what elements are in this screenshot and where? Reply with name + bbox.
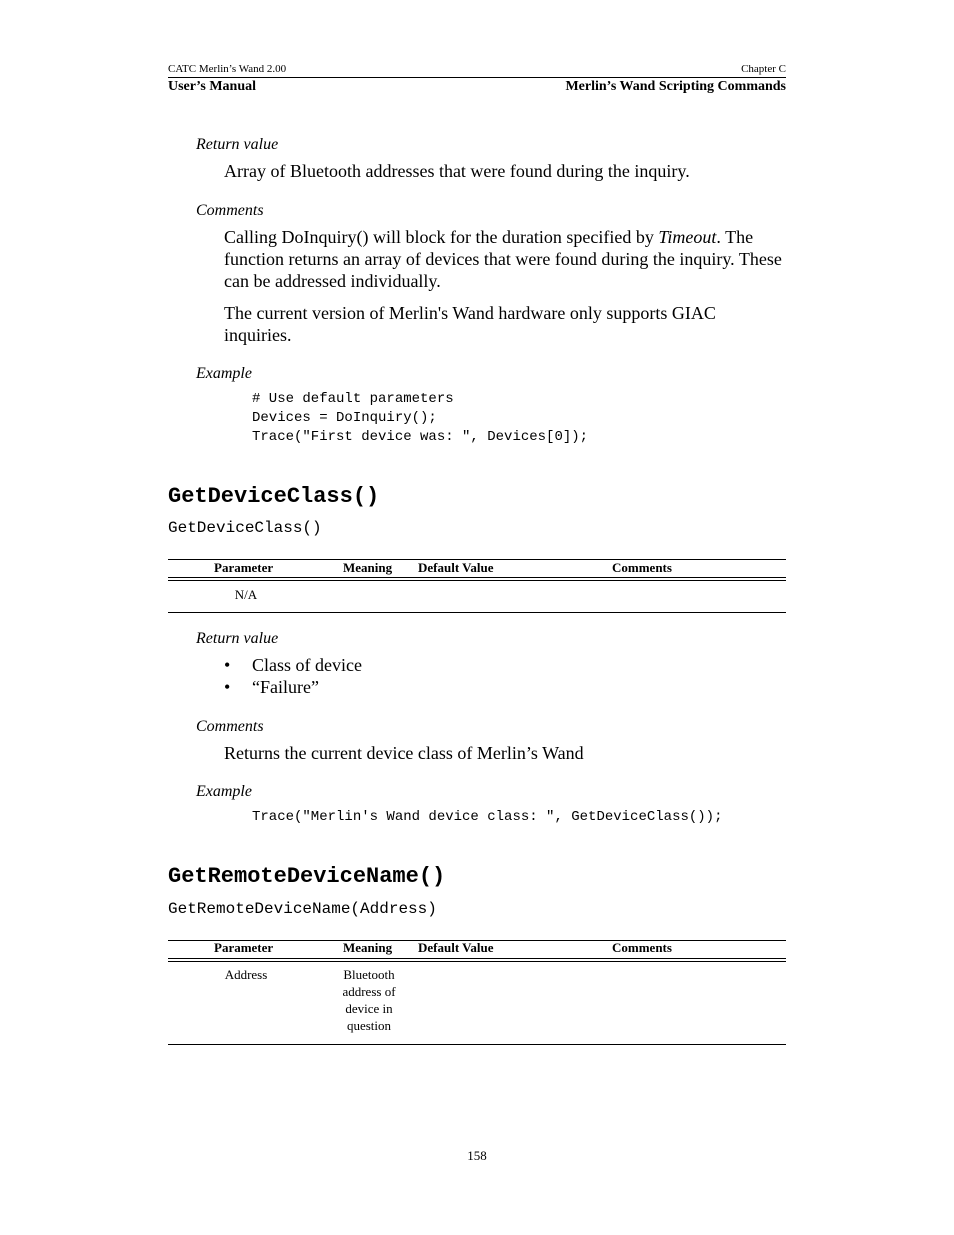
code-line: Devices = DoInquiry();: [252, 410, 437, 426]
col-header-meaning: Meaning: [343, 940, 393, 955]
bullet-item: • Class of device: [224, 655, 362, 675]
col-header-meaning: Meaning: [343, 560, 393, 575]
comment-paragraph-1: Calling DoInquiry() will block for the duration specified by Timeout. The function returns an array of devices that were found during the inquiry. These can be addressed individually.: [224, 227, 782, 291]
function-signature: GetDeviceClass(): [168, 519, 322, 537]
return-value-text: Array of Bluetooth addresses that were found during the inquiry.: [224, 161, 690, 181]
cell-line: Bluetooth: [343, 967, 395, 982]
col-header-default: Default Value: [418, 560, 494, 575]
table-header-rule: [168, 958, 786, 959]
return-value-label: Return value: [196, 630, 279, 647]
code-block: Trace("Merlin's Wand device class: ", GetDeviceClass());: [252, 809, 723, 825]
section-title: GetDeviceClass(): [168, 484, 380, 509]
example-label: Example: [196, 783, 252, 800]
table-cell-parameter: Address: [224, 967, 268, 982]
cell-line: question: [346, 1018, 392, 1033]
cell-line: address of: [342, 984, 396, 999]
header-product: CATC Merlin’s Wand 2.00: [168, 63, 287, 75]
header-section: Merlin’s Wand Scripting Commands: [565, 79, 786, 94]
cell-line: device in: [345, 1001, 393, 1016]
code-line: # Use default parameters: [252, 391, 454, 407]
section-title: GetRemoteDeviceName(): [168, 864, 446, 889]
header-rule: [168, 77, 786, 78]
function-signature: GetRemoteDeviceName(Address): [168, 900, 437, 918]
table-bottom-rule: [168, 612, 786, 613]
header-chapter: Chapter C: [741, 63, 786, 75]
return-value-label: Return value: [196, 136, 279, 153]
col-header-parameter: Parameter: [214, 940, 274, 955]
col-header-comments: Comments: [612, 560, 672, 575]
page-number: 158: [467, 1148, 487, 1163]
header-manual: User’s Manual: [168, 79, 257, 94]
comment-paragraph-2: The current version of Merlin's Wand hardware only supports GIAC inquiries.: [224, 303, 716, 345]
bullet-item: • “Failure”: [224, 677, 319, 697]
code-line: Trace("First device was: ", Devices[0]);: [252, 429, 589, 445]
table-bottom-rule: [168, 1044, 786, 1045]
col-header-parameter: Parameter: [214, 560, 274, 575]
table-header-rule: [168, 580, 786, 581]
col-header-comments: Comments: [612, 940, 672, 955]
table-header-rule: [168, 577, 786, 578]
col-header-default: Default Value: [418, 940, 494, 955]
comments-label: Comments: [196, 718, 264, 735]
comment-paragraph: Returns the current device class of Merlin’s Wand: [224, 743, 584, 763]
table-cell-parameter: N/A: [234, 587, 258, 602]
example-label: Example: [196, 365, 252, 382]
comments-label: Comments: [196, 202, 264, 219]
table-header-rule: [168, 961, 786, 962]
code-block: [252, 390, 588, 447]
table-cell-meaning: [328, 966, 410, 1034]
